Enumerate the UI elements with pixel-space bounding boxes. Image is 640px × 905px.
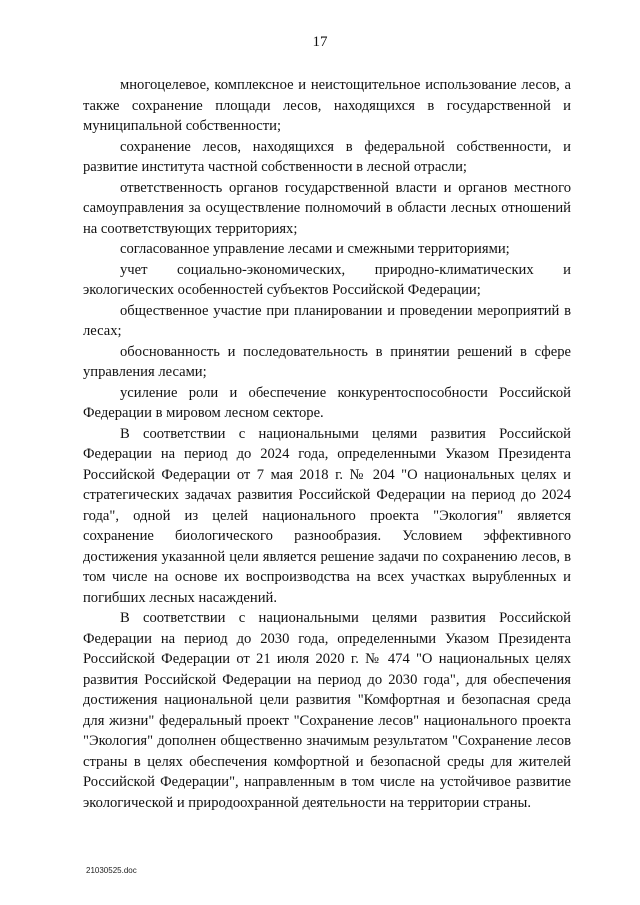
paragraph-goals-2024: В соответствии с национальными целями развития Российской Федерации на период до 2024 года, определенными Указом Президента Российской Федерации от 7 мая 2018 г. № 204 "О национальных целях и стратегических задачах развития Российской Федерации на период до 2024 года", одной из целей национального проекта "Экология" является сохранение биологического разнообразия. Условием эффективного достижения указанной цели является решение задачи по сохранению лесов, в том числе на основе их воспроизводства на всех участках вырубленных и погибших лесных насаждений.: [83, 425, 571, 606]
paragraph-multipurpose-use: многоцелевое, комплексное и неистощительное использование лесов, а также сохранение площади лесов, находящихся в государственной и муниципальной собственности;: [83, 77, 571, 134]
paragraph-federal-forests: сохранение лесов, находящихся в федеральной собственности, и развитие института частной собственности в лесной отрасли;: [83, 138, 571, 175]
paragraph-public-participation: общественное участие при планировании и проведении мероприятий в лесах;: [83, 302, 571, 339]
paragraph-coordinated-management: согласованное управление лесами и смежными территориями;: [120, 241, 510, 257]
document-body: [83, 75, 571, 813]
paragraph-goals-2030: В соответствии с национальными целями развития Российской Федерации на период до 2030 года, определенными Указом Президента Российской Федерации от 21 июля 2020 г. № 474 "О национальных целях развития Российской Федерации на период до 2030 года", для обеспечения достижения национальной цели развития "Комфортная и безопасная среда для жизни" федеральный проект "Сохранение лесов" национального проекта "Экология" дополнен общественно значимым результатом "Сохранение лесов страны в целях обеспечения комфортной и безопасной среды для жителей Российской Федерации", направленным в том числе на устойчивое развитие экологической и природоохранной деятельности на территории страны.: [83, 610, 571, 811]
paragraph-competitiveness: усиление роли и обеспечение конкурентоспособности Российской Федерации в мировом лесном секторе.: [83, 384, 571, 421]
page-number: 17: [312, 34, 328, 50]
paragraph-regional-features: учет социально-экономических, природно-климатических и экологических особенностей субъектов Российской Федерации;: [83, 261, 571, 298]
paragraph-authorities-responsibility: ответственность органов государственной власти и органов местного самоуправления за осуществление полномочий в области лесных отношений на соответствующих территориях;: [83, 179, 571, 237]
file-name-footer: 21030525.doc: [86, 866, 137, 875]
paragraph-consistent-decisions: обоснованность и последовательность в принятии решений в сфере управления лесами;: [83, 343, 571, 380]
